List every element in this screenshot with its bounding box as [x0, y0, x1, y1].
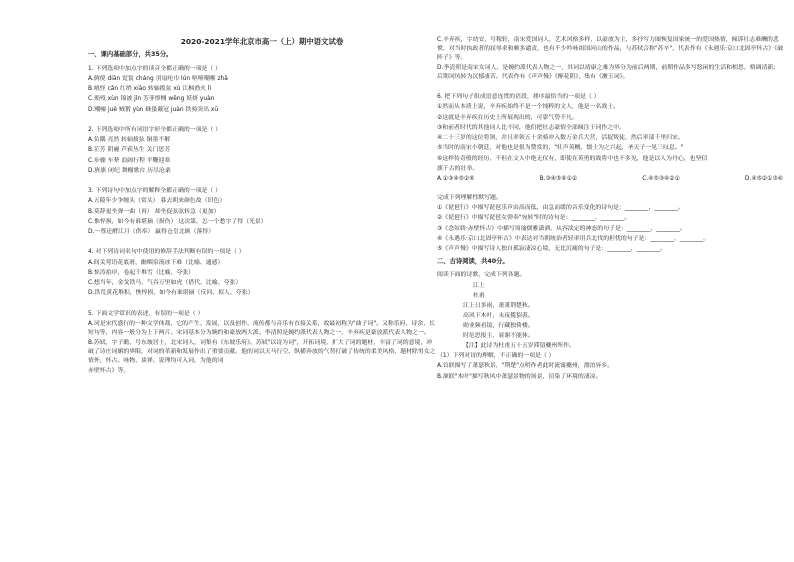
poem-note: 【注】此诗为杜甫五十五岁滞留夔州所作。 — [463, 343, 575, 350]
question-1-option-c: C.殒殁 xùn 锦被 jǐn 芳菲悱恻 wēng 妖妍 yuàn — [88, 96, 215, 103]
question-3-option-b: B.莫辞更坐弹一曲（再） 却坐促弦弦转急（更加） — [88, 208, 220, 215]
section-heading-2: 二、古诗阅读，共40分。 — [437, 258, 509, 266]
question-5-option-d: D.李清照是南宋女词人，是婉约派代表人物之一，其词以靖康之难为界分为前后两期，前期作品多写悠闲的生活和相思，格调清新；后期词风转为沉郁凄苦。代表作有《声声慢》《醉花阴》，集有《漱玉词》。 — [437, 64, 780, 80]
question-6-sentence-2: ②这就是辛弃疾在历史上所展现出的，可靠气势不凡。 — [437, 114, 578, 121]
question-3-option-d: D.一尊还酹江月（供奉） 赢得仓皇北顾（落得） — [88, 229, 215, 236]
question-7-item-5: ⑤《声声慢》中描写诗人独自孤寂凄凉心境、无比沉痛的句子是：________，________。 — [437, 246, 667, 253]
question-4-option-d: D.洪荒黄花堆积，憔悴损，如今有谁堪摘（反问、拟人、夸张） — [88, 290, 254, 297]
question-1-option-d: D.嘲嘘 juē 贼猬 yùn 蜂蛩戴冠 juàn 铁骑突出 xū — [88, 106, 219, 113]
poem-title: 江上 — [473, 282, 485, 289]
question-8-option-b: B.颔联"木叶"描写秋风中萧瑟景物的场景，渲染了环境的凄凉。 — [437, 373, 602, 380]
question-8-option-a: A.首联描写了萧瑟秋景，"荆楚"点明作者此时流寓夔州，漂泊异乡。 — [437, 363, 614, 370]
poem-author: 杜甫 — [473, 292, 485, 299]
question-2-option-c: C.步骤 车辇 浪阔行程 平鞭迎寒 — [88, 157, 171, 164]
question-8-intro: 阅读下面的诗歌，完成下列各题。 — [437, 272, 526, 279]
poem-line-1: 江上日多雨，萧萧荆楚秋。 — [463, 302, 534, 309]
question-7-item-4: ④《永遇乐·京口北固亭怀古》中表达对当朝统治者轻率用兵北伐的担忧的句子是：________，________。 — [437, 235, 710, 242]
question-2-option-d: D.旌旗 闭纪 舞榭歌台 历尽沧桑 — [88, 167, 171, 174]
question-8-sub-stem: （1）下列对诗的理解，不正确的一项是（ ） — [437, 353, 555, 360]
question-5-stem: 5. 下面文学常识的表述，有误的一项是（ ） — [88, 310, 204, 317]
question-1-stem: 1. 下列选项中加点字的读音全都正确的一项是（ ） — [88, 65, 222, 72]
exam-title: 2020-2021学年北京市高一（上）期中语文试卷 — [180, 37, 344, 46]
poem-line-2: 高风下木叶，永夜揽貂裘。 — [463, 312, 534, 319]
poem-line-4: 时危思报主，衰谢不能休。 — [463, 332, 534, 339]
question-6-option-d: D.④⑤②①③⑥ — [744, 176, 783, 183]
question-4-option-c: C.想当年，金戈铁马，气吞万里如虎（借代、比喻、夸张） — [88, 280, 242, 287]
question-1-option-a: A.倜傥 diān 霓裳 cháng 羽扇纶巾 lún 呕哑嘲哳 zhā — [88, 75, 228, 82]
question-5-trailing: 赤壁怀古》等。 — [88, 367, 130, 374]
question-4-stem: 4. 对下列诗词名句中使用的修辞手法判断有误的一项是（ ） — [88, 249, 245, 256]
question-6-option-a: A.①③④⑤②⑥ — [437, 176, 475, 183]
question-6-option-c: C.④⑤③⑥②① — [642, 176, 680, 183]
question-6-stem: 6. 把下列句子组成语意连贯的语段，排序最恰当的一项是（ ） — [437, 94, 600, 101]
question-3-stem: 3. 下列诗句中加点字的解释全都正确的一项是（ ） — [88, 188, 222, 195]
question-6-sentence-5: ⑤当时的南宋小朝廷，对他也是很为赞赏的，"壮声英概，懦士为之兴起，圣天子一见三叹息。" — [437, 145, 684, 152]
question-4-option-b: B.惊涛拍岸，卷起千堆雪（比喻、夸张） — [88, 269, 195, 276]
question-6-sentence-3: ③和前者时代的其他词人比不同，他们把壮志豪情全部倾注于词作之中。 — [437, 124, 625, 131]
question-5-option-c: C.辛弃疾，字幼安，号稼轩，南宋爱国词人，艺术风格多样，以豪放为主，多抒写力图恢复国家统一的爱国热情，倾诉壮志难酬的悲愤，对当时执政者的屈辱求和颇多谴责，也有不少吟咏祖国河山的作品，与苏轼合称"苏辛"，代表作有《永遇乐·京口北固亭怀古》《破阵子》等。 — [437, 37, 783, 61]
question-7-stem: 完成下列理解性默写题。 — [437, 194, 502, 201]
question-6-options — [437, 175, 785, 184]
question-2-stem: 2. 下列选项中所有词语字形全都正确的一项是（ ） — [88, 126, 222, 133]
question-5-option-b: B.苏轼，字子瞻，号东坡居士，北宋词人，词集有《东坡乐府》。苏轼"以诗为词"，开拓词境，扩大了词的题材，丰富了词的意境，冲破了诗庄词媚的界限，对词的革新和发展作出了重要贡献。他的词以天马行空、纵横奔放的气势打破了传统的柔美风格，题材除男女之情外，怀古、咏物、谈禅、说理均可入词，为他的词 — [88, 339, 436, 364]
question-1-option-b: B.嗔怪 cǎn 红绡 xiāo 转轴拨弦 xù 江枫渔火 lì — [88, 86, 212, 93]
question-6-option-b: B.③④⑤⑥①② — [539, 176, 578, 183]
right-column — [437, 36, 785, 383]
section-heading-1: 一、课内基础部分，共35分。 — [88, 51, 173, 59]
question-7-item-3: ③《念奴娇·赤壁怀古》中描写周瑜儒雅潇洒、从容淡定的神态的句子是：________，________。 — [437, 225, 686, 232]
poem-line-3: 勋业频看镜，行藏独倚楼。 — [463, 322, 534, 329]
left-column — [88, 36, 436, 377]
question-6-sentence-4: ④二十三岁的这位将领，并且率领五十余骑冲入数万金兵大营，活捉叛徒，然后率部千里归宋。 — [437, 135, 684, 142]
question-3-option-c: C.惟悴损，如今有谁堪摘（损伤） 这次第，怎一个愁字了得（光景） — [88, 218, 267, 225]
question-6-sentence-6: ⑥这样传奇般的经历，不但在文人中绝无仅有，即使在英勇的战将中也不多见，他是以人为丹心，也坚信 — [437, 155, 708, 162]
question-2-option-b: B.芷芳 阴霾 芦荻丛生 关门思芳 — [88, 147, 171, 154]
question-6-sentence-1: ①然而从本质上说，辛弃疾始终不是一个纯粹的文人，他是一名战士。 — [437, 104, 619, 111]
question-7-item-1: ①《琵琶行》中描写琵琶乐声由高而低、由急而缓的音乐变化的诗句是：________，________。 — [437, 205, 684, 212]
question-2-option-a: A.负隅 亮然 转轴拔弦 铜墨不解 — [88, 137, 171, 144]
question-6-trailing: 旗千古的壮举。 — [437, 165, 479, 172]
question-4-option-a: A.间关莺语花底滑，幽咽泉流冰下难（比喻、通感） — [88, 259, 224, 266]
question-5-option-a: A.词是宋代盛行的一种文学体裁，它的产生、发展，以及创作、流传都与音乐有直接关系，故最初称为"曲子词"。又称乐府、诗余、长短句等，内容一般分为上下两片。宋词基本分为婉约和豪放两大派。李清照是婉约派代表人物之一，辛弃疾是豪放派代表人物之一。 — [88, 320, 435, 336]
question-3-option-a: A.五陵年少争缠头（赏头） 暮去朝来颜色故（旧色） — [88, 198, 226, 205]
question-7-item-2: ②《琵琶行》中描写琵琶女弹奏"宛转"时的诗句是：________，________。 — [437, 215, 631, 222]
poem-block — [437, 282, 785, 351]
